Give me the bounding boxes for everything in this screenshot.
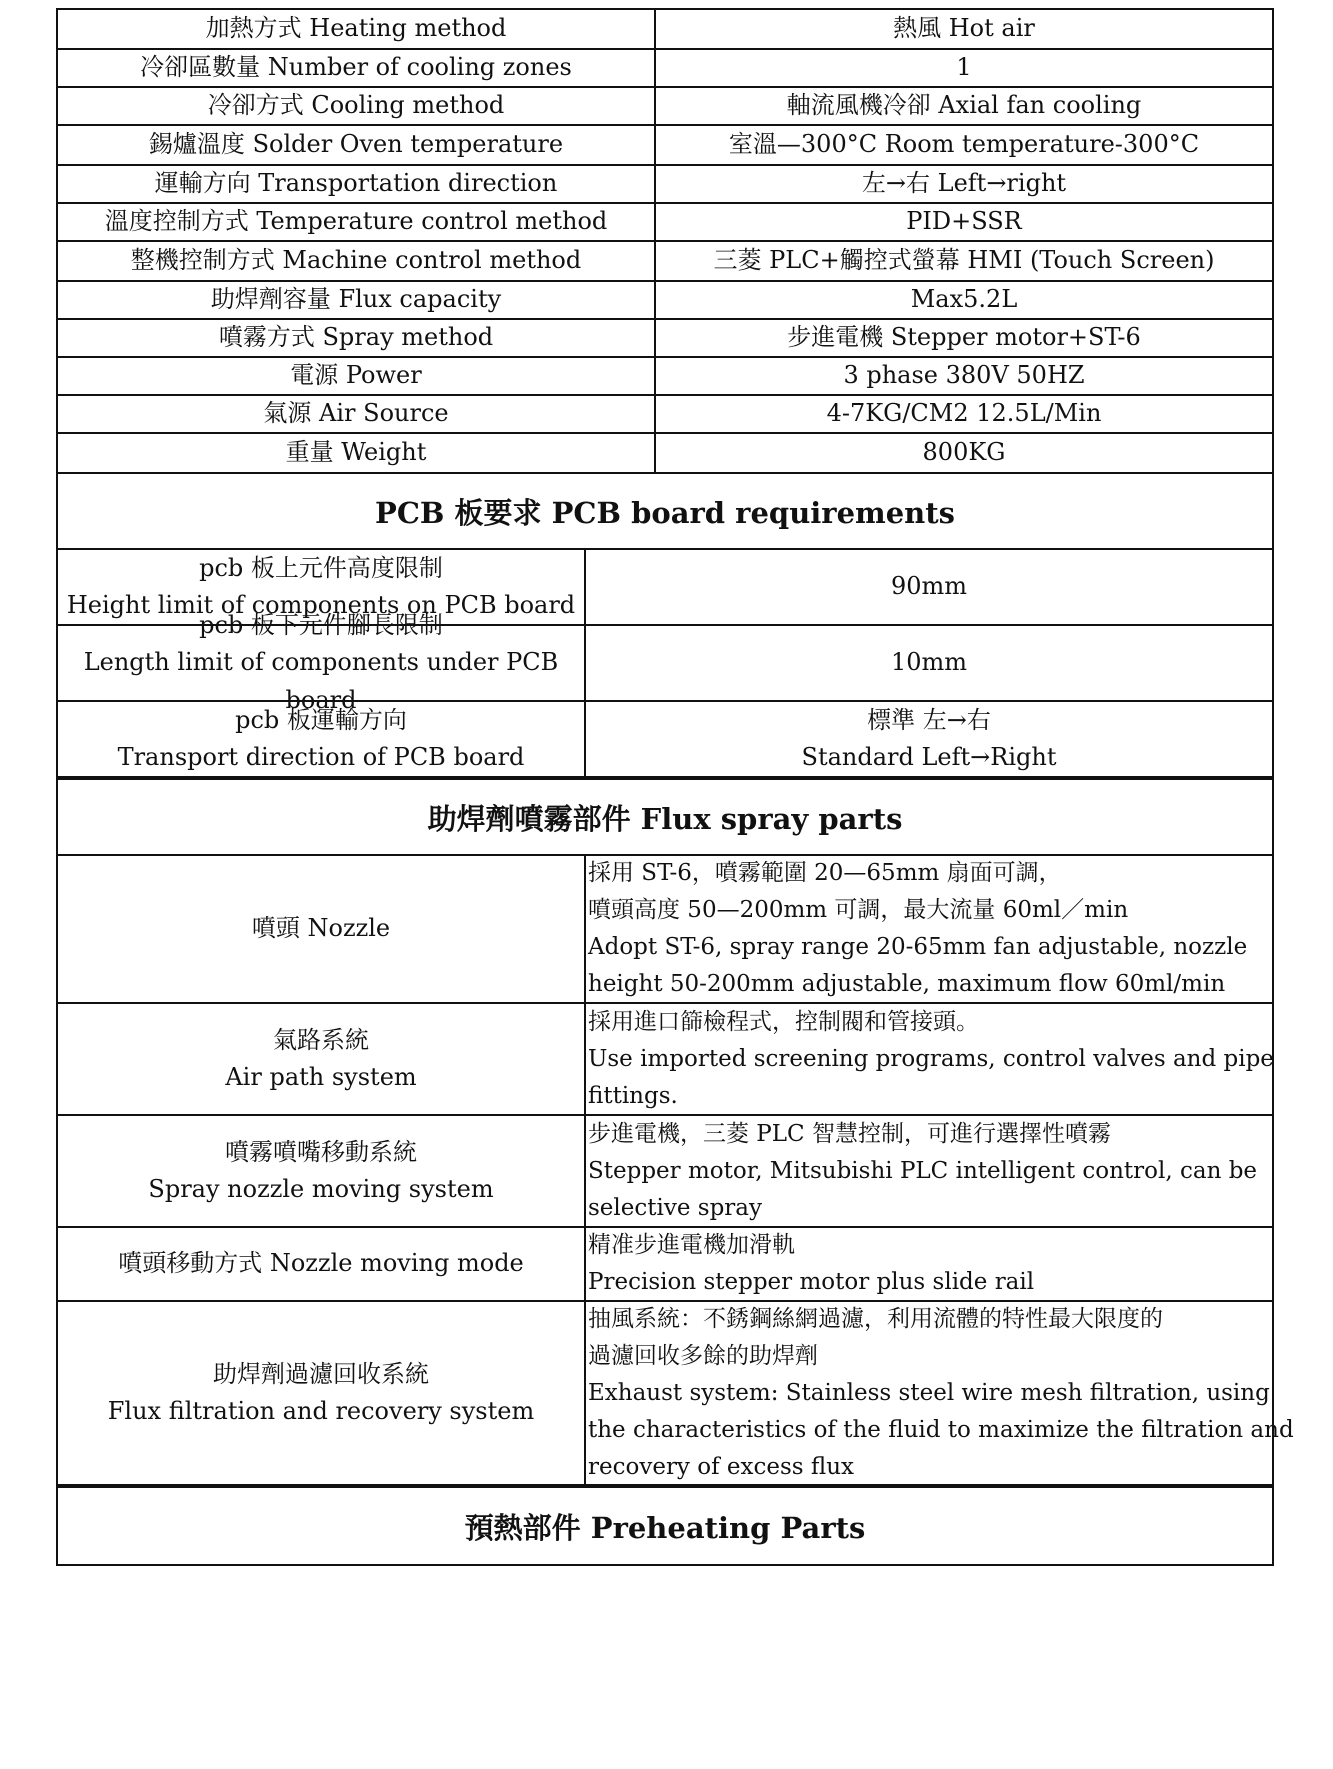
- spec-value: 三菱 PLC+觸控式螢幕 HMI (Touch Screen): [713, 246, 1215, 275]
- flux-label-cell: [58, 1228, 586, 1300]
- pcb-value: 90mm: [890, 572, 968, 601]
- flux-label-zh: 助焊劑過濾回收系統: [213, 1359, 429, 1388]
- flux-description-cell: [586, 1228, 1272, 1300]
- spec-value: 軸流風機冷卻 Axial fan cooling: [786, 91, 1142, 120]
- pcb-row: [58, 611, 1272, 714]
- pcb-label-zh: pcb 板上元件高度限制: [199, 553, 443, 582]
- pcb-label-zh: pcb 板下元件腳長限制: [199, 611, 443, 640]
- spec-row: [58, 434, 1272, 472]
- flux-row: [58, 1228, 1272, 1302]
- spec-label: 冷卻區數量 Number of cooling zones: [58, 50, 656, 86]
- pcb-label-cell: [58, 702, 586, 776]
- flux-description-cell: [586, 1004, 1272, 1114]
- flux-description-line: 過濾回收多餘的助焊劑: [588, 1342, 818, 1369]
- spec-label: 氣源 Air Source: [58, 396, 656, 432]
- pcb-label-en: Transport direction of PCB board: [117, 743, 525, 771]
- flux-description-line: Stepper motor, Mitsubishi PLC intelligent control, can be: [588, 1157, 1258, 1184]
- spec-value: 3 phase 380V 50HZ: [843, 361, 1085, 390]
- flux-row: [58, 856, 1272, 1004]
- flux-description-line: Use imported screening programs, control valves and pipe: [588, 1045, 1274, 1072]
- flux-description-line: 噴頭高度 50—200mm 可調，最大流量 60ml／min: [588, 897, 1129, 923]
- spec-label: 錫爐溫度 Solder Oven temperature: [58, 126, 656, 164]
- spec-value: 4-7KG/CM2 12.5L/Min: [826, 399, 1102, 428]
- spec-value: 步進電機 Stepper motor+ST-6: [787, 323, 1141, 352]
- pcb-value: 標準 左→右: [867, 705, 991, 734]
- flux-description-line: height 50-200mm adjustable, maximum flow 60ml/min: [588, 971, 1226, 997]
- spec-label: 冷卻方式 Cooling method: [58, 88, 656, 124]
- spec-row: [58, 358, 1272, 396]
- flux-description-line: 精准步進電機加滑軌: [588, 1232, 795, 1258]
- spec-value: PID+SSR: [906, 207, 1022, 236]
- pcb-value-line-2: Standard Left→Right: [801, 743, 1057, 771]
- flux-row: [58, 1302, 1294, 1486]
- spec-label: 重量 Weight: [58, 434, 656, 472]
- pcb-row: [58, 702, 1272, 778]
- spec-row: [58, 50, 1272, 88]
- spec-value: 熱風 Hot air: [893, 14, 1035, 43]
- spec-row: [58, 396, 1272, 434]
- flux-label-cell: [58, 856, 586, 1002]
- flux-spray-table: [56, 778, 1294, 1486]
- flux-label-en: Flux filtration and recovery system: [107, 1397, 535, 1425]
- general-spec-table: [56, 8, 1274, 472]
- flux-label-zh: 噴頭移動方式 Nozzle moving mode: [118, 1249, 524, 1278]
- pcb-label-zh: pcb 板運輸方向: [235, 705, 407, 734]
- spec-label: 助焊劑容量 Flux capacity: [58, 282, 656, 318]
- pcb-label-en: Length limit of components under PCB board: [83, 648, 559, 714]
- spec-row: [58, 88, 1272, 126]
- flux-description-line: fittings.: [588, 1082, 678, 1109]
- spec-label: 加熱方式 Heating method: [58, 10, 656, 48]
- spec-sheet: [56, 8, 1294, 1566]
- pcb-value-cell: [586, 702, 1272, 776]
- pcb-section-title: PCB 板要求 PCB board requirements: [58, 474, 1272, 550]
- preheat-section-title: 預熱部件 Preheating Parts: [464, 1510, 866, 1545]
- flux-label-zh: 噴霧噴嘴移動系統: [225, 1137, 417, 1166]
- flux-description-line: Adopt ST-6, spray range 20-65mm fan adjustable, nozzle: [588, 934, 1248, 960]
- flux-label-zh: 氣路系統: [273, 1025, 369, 1054]
- spec-value: 800KG: [922, 438, 1006, 467]
- flux-description-cell: [586, 1302, 1294, 1484]
- flux-description-line: selective spray: [588, 1194, 763, 1221]
- spec-value: Max5.2L: [910, 285, 1018, 314]
- flux-row: [58, 1116, 1272, 1228]
- spec-label: 電源 Power: [58, 358, 656, 394]
- flux-description-line: the characteristics of the fluid to maximize the filtration and: [588, 1416, 1294, 1443]
- flux-description-cell: [586, 856, 1272, 1002]
- flux-label-cell: [58, 1116, 586, 1226]
- flux-description-line: 步進電機，三菱 PLC 智慧控制，可進行選擇性噴霧: [588, 1120, 1111, 1147]
- flux-label-en: Air path system: [225, 1063, 417, 1091]
- flux-description-line: recovery of excess flux: [588, 1453, 855, 1480]
- pcb-label-cell: [58, 611, 586, 714]
- flux-description-line: Exhaust system: Stainless steel wire mesh filtration, using: [588, 1379, 1270, 1406]
- pcb-label-en: Height limit of components on PCB board: [66, 591, 576, 619]
- spec-label: 整機控制方式 Machine control method: [58, 242, 656, 280]
- spec-row: [58, 204, 1272, 242]
- flux-label-cell: [58, 1004, 586, 1114]
- pcb-value: 10mm: [890, 648, 968, 677]
- spec-value: 室溫—300°C Room temperature-300°C: [728, 130, 1200, 159]
- spec-value: 1: [956, 53, 972, 82]
- spec-row: [58, 166, 1272, 204]
- spec-label: 運輸方向 Transportation direction: [58, 166, 656, 202]
- spec-label: 噴霧方式 Spray method: [58, 320, 656, 356]
- pcb-value-cell: [586, 550, 1272, 624]
- spec-row: [58, 242, 1272, 282]
- spec-row: [58, 320, 1272, 358]
- spec-row: [58, 126, 1272, 166]
- pcb-requirements-table: [56, 472, 1274, 778]
- flux-description-line: Precision stepper motor plus slide rail: [588, 1269, 1035, 1295]
- pcb-value-cell: [586, 626, 1272, 700]
- flux-label-zh: 噴頭 Nozzle: [251, 914, 391, 943]
- flux-label-cell: [58, 1302, 586, 1484]
- flux-section-title: 助焊劑噴霧部件 Flux spray parts: [58, 780, 1272, 856]
- flux-description-cell: [586, 1116, 1272, 1226]
- flux-row: [58, 1004, 1272, 1116]
- flux-description-line: 採用 ST-6，噴霧範圍 20—65mm 扇面可調，: [588, 860, 1062, 886]
- flux-description-line: 抽風系統：不銹鋼絲網過濾，利用流體的特性最大限度的: [588, 1305, 1163, 1332]
- spec-row: [58, 282, 1272, 320]
- flux-label-en: Spray nozzle moving system: [148, 1175, 494, 1203]
- spec-value: 左→右 Left→right: [861, 169, 1067, 198]
- spec-row: [58, 10, 1272, 50]
- preheat-table: [56, 1486, 1274, 1566]
- spec-label: 溫度控制方式 Temperature control method: [58, 204, 656, 240]
- flux-description-line: 採用進口篩檢程式，控制閥和管接頭。: [588, 1008, 979, 1035]
